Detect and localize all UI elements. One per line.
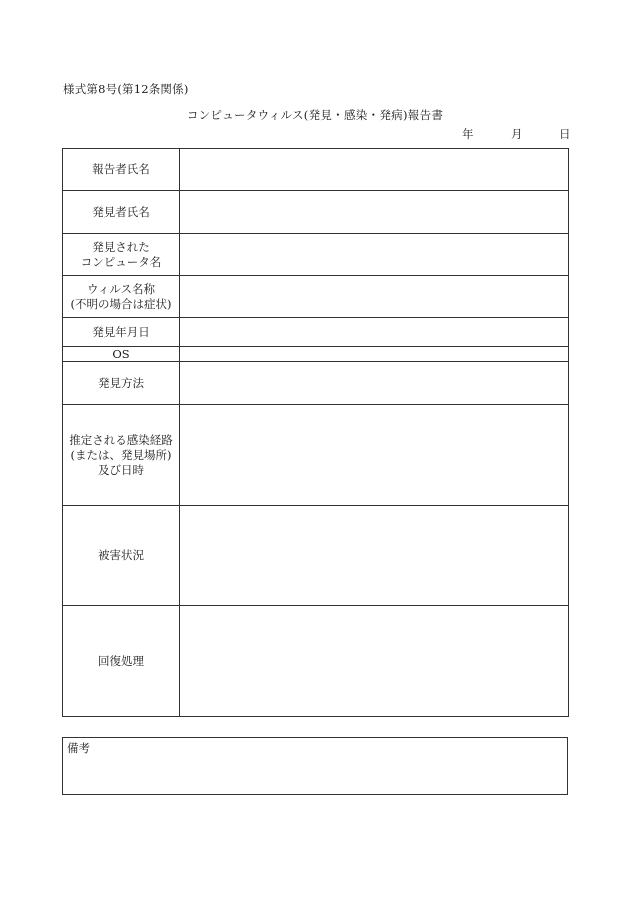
table-row (63, 149, 569, 191)
row-label-discovery-method (63, 362, 180, 405)
remarks-box[interactable] (62, 737, 568, 795)
row-label-discoverer-name (63, 191, 180, 234)
row-label-line: コンピュータ名 (80, 254, 162, 269)
table-row (63, 606, 569, 717)
computer-name-field[interactable] (180, 234, 569, 276)
row-label-line: 回復処理 (98, 653, 144, 668)
table-row (63, 234, 569, 276)
discovery-date-field[interactable] (180, 318, 569, 347)
date-day-label: 日 (559, 127, 571, 141)
row-label-damage-status (63, 506, 180, 606)
row-label-line: 推定される感染経路 (69, 432, 173, 447)
document-title: コンピュータウィルス(発見・感染・発病)報告書 (186, 108, 444, 122)
row-label-line: 報告者氏名 (92, 162, 150, 176)
row-label-reporter-name (63, 149, 180, 191)
table-row (63, 405, 569, 506)
table-row (63, 276, 569, 318)
row-label-infection-route (63, 405, 180, 506)
table-row (63, 318, 569, 347)
form-number: 様式第8号(第12条関係) (63, 82, 189, 96)
discovery-method-field[interactable] (180, 362, 569, 405)
row-label-line: 発見された (92, 239, 150, 254)
date-year-label: 年 (462, 127, 474, 141)
table-row (63, 191, 569, 234)
row-label-line: 及び日時 (98, 462, 144, 477)
report-table (62, 148, 569, 717)
date-month-label: 月 (511, 127, 523, 141)
row-label-line: ウィルス名称 (87, 281, 155, 296)
reporter-name-field[interactable] (180, 149, 569, 191)
os-field[interactable] (180, 347, 569, 362)
row-label-recovery-action (63, 606, 180, 717)
row-label-virus-name (63, 276, 180, 318)
row-label-line: (不明の場合は症状) (70, 296, 172, 311)
table-row (63, 362, 569, 405)
discoverer-name-field[interactable] (180, 191, 569, 234)
row-label-line: 発見年月日 (92, 324, 150, 339)
row-label-line: (または、発見場所) (70, 447, 172, 462)
row-label-computer-name (63, 234, 180, 276)
remarks-label: 備考 (67, 741, 90, 755)
infection-route-field[interactable] (180, 405, 569, 506)
row-label-line: 被害状況 (98, 548, 144, 562)
table-row (63, 506, 569, 606)
damage-status-field[interactable] (180, 506, 569, 606)
row-label-line: OS (112, 346, 130, 361)
recovery-action-field[interactable] (180, 606, 569, 717)
row-label-discovery-date (63, 318, 180, 347)
row-label-line: 発見者氏名 (92, 204, 150, 219)
row-label-os (63, 347, 180, 362)
row-label-line: 発見方法 (98, 375, 144, 390)
virus-name-field[interactable] (180, 276, 569, 318)
table-row (63, 347, 569, 362)
